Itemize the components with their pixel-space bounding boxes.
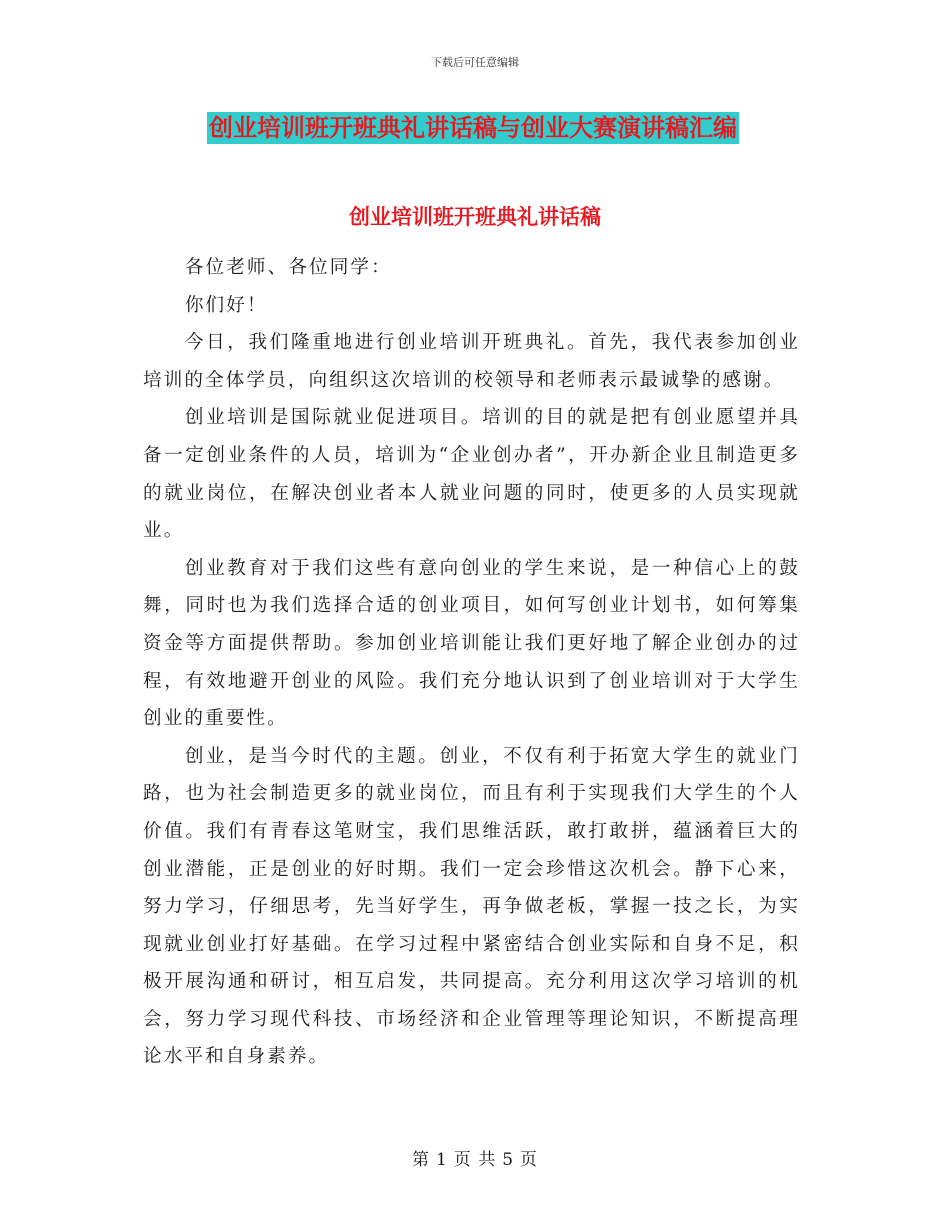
footer-prefix: 第 [411, 1150, 430, 1170]
paragraph: 创业教育对于我们这些有意向创业的学生来说，是一种信心上的鼓舞，同时也为我们选择合适的创业项目，如何写创业计划书，如何筹集资金等方面提供帮助。参加创业培训能让我们更好地了解企业创办的过程，有效地避开创业的风险。我们充分地认识到了创业培训对于大学生创业的重要性。 [143, 557, 800, 730]
footer-current-page: 1 [435, 1150, 448, 1170]
paragraph: 创业，是当今时代的主题。创业，不仅有利于拓宽大学生的就业门路，也为社会制造更多的就业岗位，而且有利于实现我们大学生的个人价值。我们有青春这笔财宝，我们思维活跃，敢打敢拼，蕴涵着巨大的创业潜能，正是创业的好时期。我们一定会珍惜这次机会。静下心来，努力学习，仔细思考，先当好学生，再争做老板，掌握一技之长，为实现就业创业打好基础。在学习过程中紧密结合创业实际和自身不足，积极开展沟通和研讨，相互启发，共同提高。充分利用这次学习培训的机会，努力学习现代科技、市场经济和企业管理等理论知识，不断提高理论水平和自身素养。 [143, 745, 800, 1068]
document-title: 创业培训班开班典礼讲话稿与创业大赛演讲稿汇编 [209, 113, 737, 142]
footer-total-pages: 5 [502, 1150, 515, 1170]
greeting: 你们好！ [184, 294, 268, 316]
paragraph: 创业培训是国际就业促进项目。培训的目的就是把有创业愿望并具备一定创业条件的人员，培训为“企业创办者”，开办新企业且制造更多的就业岗位，在解决创业者本人就业问题的同时，使更多的人员实现就业。 [143, 407, 800, 542]
paragraph: 今日，我们隆重地进行创业培训开班典礼。首先，我代表参加创业培训的全体学员，向组织这次培训的校领导和老师表示最诚挚的感谢。 [143, 332, 800, 391]
page-footer [0, 1145, 950, 1170]
section-title: 创业培训班开班典礼讲话稿 [349, 204, 601, 229]
document-body [143, 249, 800, 1076]
salutation: 各位老师、各位同学： [184, 257, 392, 278]
document-title-container [207, 112, 790, 144]
footer-middle: 页 共 [453, 1150, 497, 1170]
footer-suffix: 页 [520, 1150, 539, 1170]
header-note: 下载后可任意编辑 [431, 56, 519, 69]
